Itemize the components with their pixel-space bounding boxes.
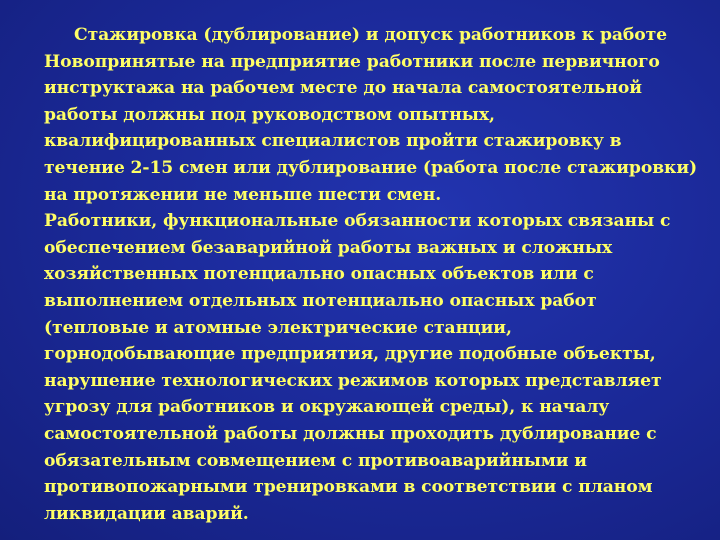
- text-line: противопожарными тренировками в соответствии с планом: [44, 477, 653, 498]
- text-line: работы должны под руководством опытных,: [44, 104, 495, 125]
- slide-body: [44, 22, 700, 527]
- text-line: горнодобывающие предприятия, другие подобные объекты,: [44, 344, 656, 365]
- text-line: угрозу для работников и окружающей среды), к началу: [44, 397, 610, 418]
- text-line: ликвидации аварий.: [44, 503, 249, 524]
- text-line: квалифицированных специалистов пройти стажировку в: [44, 131, 622, 152]
- text-line: обязательным совмещением с противоаварийными и: [44, 450, 587, 471]
- text-line: (тепловые и атомные электрические станции,: [44, 317, 512, 338]
- text-line: нарушение технологических режимов которых представляет: [44, 370, 662, 391]
- text-line: хозяйственных потенциально опасных объектов или с: [44, 264, 594, 285]
- text-line: самостоятельной работы должны проходить дублирование с: [44, 423, 657, 444]
- text-line: течение 2-15 смен или дублирование (работа после стажировки): [44, 157, 698, 178]
- text-line: обеспечением безаварийной работы важных и сложных: [44, 237, 613, 258]
- text-line: на протяжении не меньше шести смен.: [44, 184, 442, 205]
- text-line: инструктажа на рабочем месте до начала самостоятельной: [44, 78, 642, 99]
- text-line: Новопринятые на предприятие работники после первичного: [44, 51, 660, 72]
- text-line: Работники, функциональные обязанности которых связаны с: [44, 211, 671, 232]
- text-line: выполнением отдельных потенциально опасных работ: [44, 290, 597, 311]
- slide-title: Стажировка (дублирование) и допуск работников к работе: [74, 25, 668, 45]
